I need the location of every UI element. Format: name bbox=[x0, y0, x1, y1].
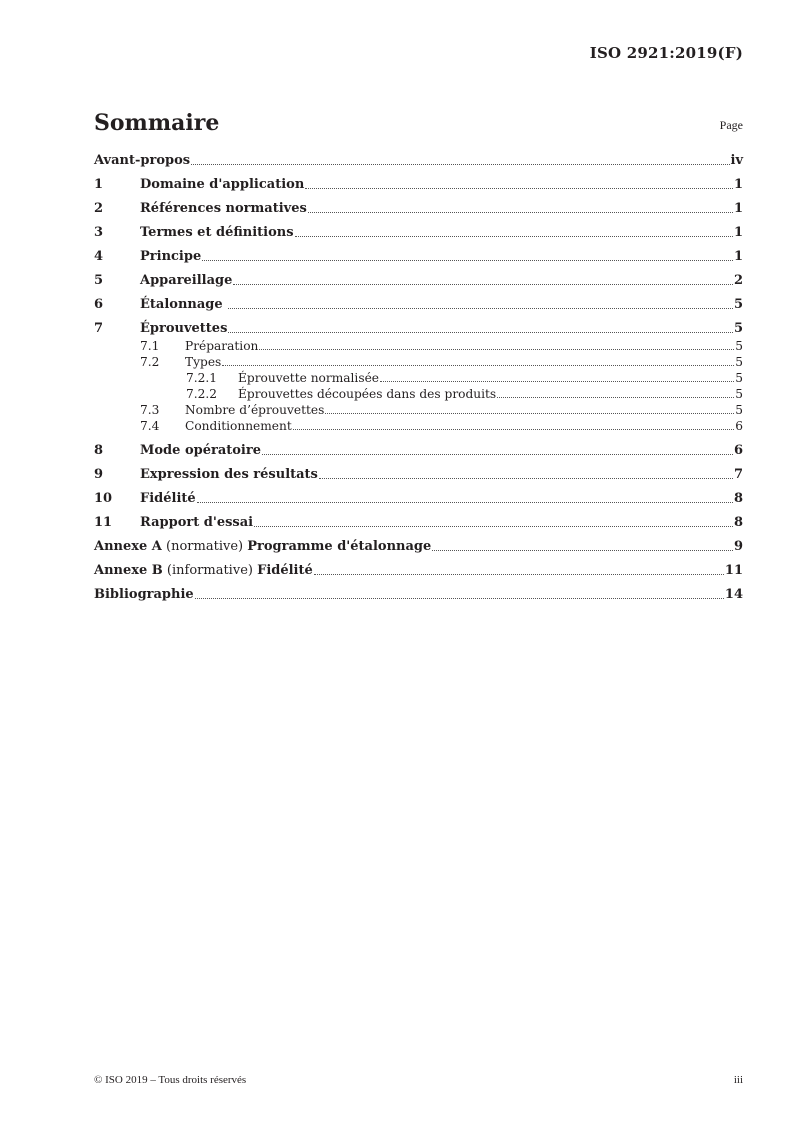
dot-leader bbox=[308, 212, 733, 213]
toc-entry-label: Références normatives bbox=[140, 201, 307, 216]
annex-prefix: Annexe A bbox=[94, 539, 162, 554]
dot-leader bbox=[305, 188, 733, 189]
toc-entry-page: 5 bbox=[735, 403, 743, 417]
toc-entry-annexe-a[interactable] bbox=[94, 538, 743, 554]
toc-entry-number: 9 bbox=[94, 467, 104, 482]
toc-entry-annexe-b[interactable] bbox=[94, 562, 743, 578]
toc-entry-number: 7.4 bbox=[140, 419, 160, 433]
annex-prefix: Annexe B bbox=[94, 563, 163, 578]
document-header-id: ISO 2921:2019(F) bbox=[589, 44, 743, 62]
dot-leader bbox=[254, 526, 733, 527]
toc-entry-number: 10 bbox=[94, 491, 113, 506]
toc-entry-page: 5 bbox=[735, 387, 743, 401]
toc-entry-page: 1 bbox=[733, 201, 743, 216]
toc-entry-7-4[interactable] bbox=[94, 417, 743, 433]
dot-leader bbox=[432, 550, 733, 551]
toc-entry-number: 7.2 bbox=[140, 355, 160, 369]
toc-entry-bibliographie[interactable] bbox=[94, 586, 743, 602]
toc-entry-number: 11 bbox=[94, 515, 113, 530]
toc-entry-label bbox=[94, 563, 313, 578]
dot-leader bbox=[195, 598, 724, 599]
toc-entry-7-1[interactable] bbox=[94, 337, 743, 353]
toc-entry-page: 5 bbox=[735, 355, 743, 369]
toc-entry-1[interactable] bbox=[94, 176, 743, 192]
toc-entry-label bbox=[94, 539, 431, 554]
toc-entry-4[interactable] bbox=[94, 248, 743, 264]
toc-entry-page: 5 bbox=[733, 297, 743, 312]
toc-entry-label: Éprouvettes découpées dans des produits bbox=[238, 387, 497, 401]
toc-entry-label: Domaine d'application bbox=[140, 177, 305, 192]
dot-leader bbox=[228, 308, 733, 309]
toc-entry-number: 7.1 bbox=[140, 339, 160, 353]
dot-leader bbox=[293, 429, 734, 430]
toc-entry-number: 8 bbox=[94, 443, 104, 458]
dot-leader bbox=[233, 284, 733, 285]
dot-leader bbox=[259, 349, 734, 350]
toc-entry-number: 7.2.2 bbox=[186, 387, 218, 401]
toc-header bbox=[94, 110, 743, 142]
toc-entry-number: 2 bbox=[94, 201, 104, 216]
toc-entry-label: Mode opératoire bbox=[140, 443, 261, 458]
toc-entry-page: iv bbox=[730, 153, 743, 168]
toc-entry-label: Fidélité bbox=[140, 491, 196, 506]
toc-entry-page: 9 bbox=[733, 539, 743, 554]
toc-entry-3[interactable] bbox=[94, 224, 743, 240]
toc-entry-label: Éprouvette normalisée bbox=[238, 371, 380, 385]
toc-entry-8[interactable] bbox=[94, 442, 743, 458]
toc-entry-number: 4 bbox=[94, 249, 104, 264]
toc-entry-label: Conditionnement bbox=[185, 419, 292, 433]
dot-leader bbox=[295, 236, 733, 237]
toc-entry-page: 14 bbox=[724, 587, 743, 602]
toc-entry-avant-propos[interactable] bbox=[94, 152, 743, 168]
toc-entry-page: 8 bbox=[733, 515, 743, 530]
annex-title: Fidélité bbox=[257, 563, 313, 578]
toc-entry-page: 7 bbox=[733, 467, 743, 482]
page-number: iii bbox=[733, 1074, 743, 1086]
toc-entry-7[interactable] bbox=[94, 320, 743, 336]
toc-entry-page: 5 bbox=[735, 371, 743, 385]
annex-type: (informative) bbox=[162, 563, 258, 578]
toc-entry-page: 8 bbox=[733, 491, 743, 506]
toc-entry-number: 1 bbox=[94, 177, 104, 192]
toc-entry-11[interactable] bbox=[94, 514, 743, 530]
toc-entry-label: Rapport d'essai bbox=[140, 515, 254, 530]
toc-entry-label: Nombre d’éprouvettes bbox=[185, 403, 325, 417]
toc-entry-7-2-1[interactable] bbox=[94, 369, 743, 385]
toc-entry-7-2-2[interactable] bbox=[94, 385, 743, 401]
dot-leader bbox=[262, 454, 733, 455]
toc-entry-label: Appareillage bbox=[140, 273, 233, 288]
annex-type: (normative) bbox=[161, 539, 248, 554]
toc-entry-7-2[interactable] bbox=[94, 353, 743, 369]
toc-entry-page: 6 bbox=[733, 443, 743, 458]
dot-leader bbox=[197, 502, 733, 503]
toc-entry-page: 1 bbox=[733, 177, 743, 192]
dot-leader bbox=[202, 260, 733, 261]
toc-entry-9[interactable] bbox=[94, 466, 743, 482]
toc-entry-label: Principe bbox=[140, 249, 202, 264]
toc-entry-label: Éprouvettes bbox=[140, 321, 228, 336]
toc-entry-label: Expression des résultats bbox=[140, 467, 318, 482]
toc-entry-label: Bibliographie bbox=[94, 587, 194, 602]
dot-leader bbox=[319, 478, 733, 479]
toc-entry-7-3[interactable] bbox=[94, 401, 743, 417]
toc-entry-number: 5 bbox=[94, 273, 104, 288]
toc-entry-label: Avant-propos bbox=[94, 153, 191, 168]
copyright-notice: © ISO 2019 – Tous droits réservés bbox=[94, 1074, 247, 1086]
toc-entry-page: 1 bbox=[733, 225, 743, 240]
dot-leader bbox=[191, 164, 729, 165]
dot-leader bbox=[325, 413, 734, 414]
page-footer bbox=[94, 1074, 743, 1088]
annex-title: Programme d'étalonnage bbox=[247, 539, 432, 554]
toc-entry-page: 11 bbox=[724, 563, 743, 578]
dot-leader bbox=[497, 397, 734, 398]
toc-entry-6[interactable] bbox=[94, 296, 743, 312]
toc-entry-number: 7.2.1 bbox=[186, 371, 218, 385]
toc-entry-page: 6 bbox=[735, 419, 743, 433]
toc-entry-label: Préparation bbox=[185, 339, 259, 353]
dot-leader bbox=[222, 365, 734, 366]
dot-leader bbox=[228, 332, 733, 333]
toc-entry-number: 7.3 bbox=[140, 403, 160, 417]
toc-entry-page: 1 bbox=[733, 249, 743, 264]
toc-entry-number: 3 bbox=[94, 225, 104, 240]
toc-title: Sommaire bbox=[94, 110, 220, 136]
toc-entry-label: Termes et définitions bbox=[140, 225, 294, 240]
toc-entry-5[interactable] bbox=[94, 272, 743, 288]
dot-leader bbox=[314, 574, 724, 575]
toc-entry-label: Types bbox=[185, 355, 222, 369]
page-column-label: Page bbox=[719, 118, 743, 132]
toc-entry-page: 2 bbox=[733, 273, 743, 288]
toc-entry-10[interactable] bbox=[94, 490, 743, 506]
toc-entry-page: 5 bbox=[735, 339, 743, 353]
toc-entry-page: 5 bbox=[733, 321, 743, 336]
dot-leader bbox=[380, 381, 734, 382]
toc-entry-number: 6 bbox=[94, 297, 104, 312]
toc-entry-label: Étalonnage bbox=[140, 297, 228, 312]
toc-entry-number: 7 bbox=[94, 321, 104, 336]
toc-entry-2[interactable] bbox=[94, 200, 743, 216]
